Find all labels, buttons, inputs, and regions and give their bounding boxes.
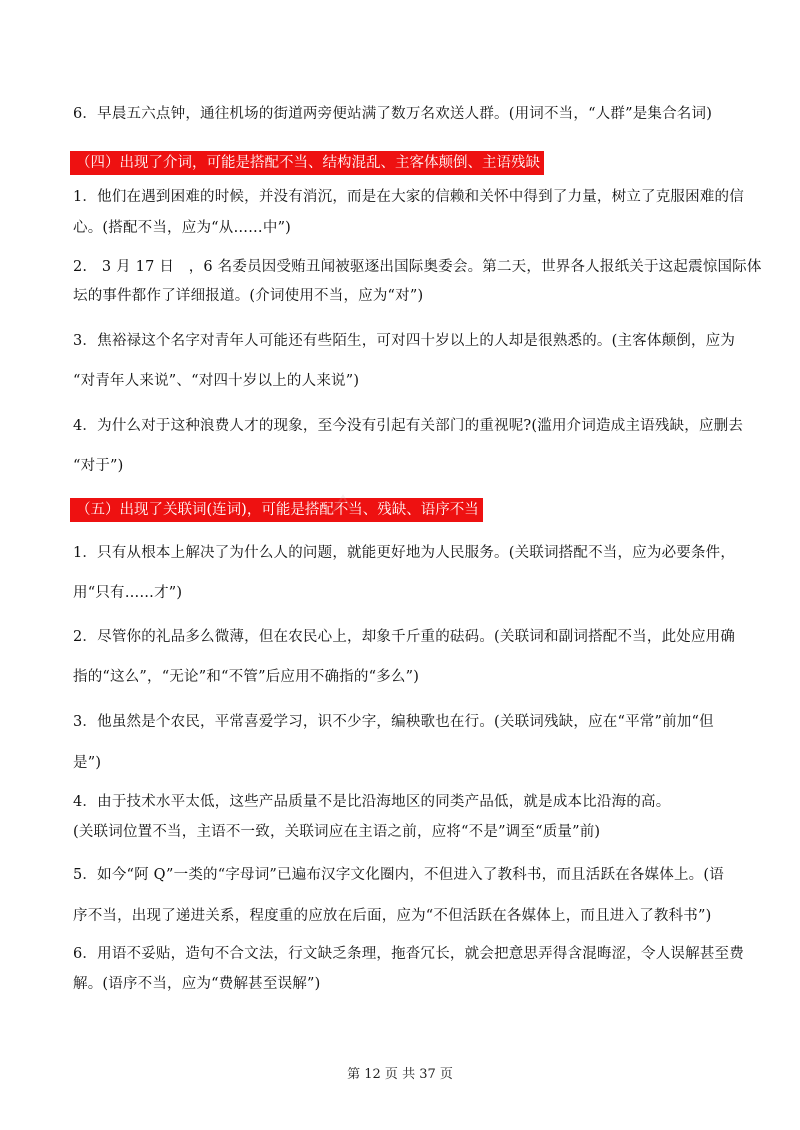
section-4-heading: （四）出现了介词，可能是搭配不当、结构混乱、主客体颠倒、主语残缺 [70, 151, 544, 175]
item-6-text: 6．用语不妥贴，造句不合文法，行文缺乏条理，拖沓冗长，就会把意思弄得含混晦涩，令人误解甚至费 [73, 946, 744, 962]
item-3-text-cont: “对青年人来说”、“对四十岁以上的人来说”) [73, 373, 360, 389]
item-5-text-cont: 序不当，出现了递进关系，程度重的应放在后面，应为“不但活跃在各媒体上，而且进入了教科书”) [73, 908, 712, 924]
item-6-text: 6．早晨五六点钟，通往机场的街道两旁便站满了数万名欢送人群。(用词不当，“人群”是集合名词) [73, 106, 713, 122]
item-1-text-cont: 用“只有……才”) [73, 585, 183, 601]
watermark-logo-icon [330, 492, 356, 518]
item-3-text: 3．他虽然是个农民，平常喜爱学习，识不少字，编秧歌也在行。(关联词残缺，应在“平常”前加“但 [73, 714, 714, 730]
item-1-text: 1．只有从根本上解决了为什么人的问题，就能更好地为人民服务。(关联词搭配不当，应为必要条件， [73, 545, 736, 561]
item-4-text-cont: (关联词位置不当，主语不一致，关联词应在主语之前，应将“不是”调至“质量”前) [73, 824, 601, 840]
item-4-text-cont: “对于”) [73, 458, 124, 474]
section-5-heading: （五）出现了关联词(连词)，可能是搭配不当、残缺、语序不当 [70, 498, 483, 522]
item-2-text-cont: 坛的事件都作了详细报道。(介词使用不当，应为“对”) [73, 288, 424, 304]
item-3-text: 3．焦裕禄这个名字对青年人可能还有些陌生，可对四十岁以上的人却是很熟悉的。(主客体颠倒，应为 [73, 333, 736, 349]
item-5-text: 5．如今“阿 Q”一类的“字母词”已遍布汉字文化圈内，不但进入了教科书，而且活跃在各媒体上。(语 [73, 867, 724, 883]
item-1-text-cont: 心。(搭配不当，应为“从……中”) [73, 220, 292, 236]
item-4-text: 4．为什么对于这种浪费人才的现象，至今没有引起有关部门的重视呢?(滥用介词造成主语残缺，应删去 [73, 418, 744, 434]
item-2-text: 2．尽管你的礼品多么微薄，但在农民心上，却象千斤重的砝码。(关联词和副词搭配不当，此处应用确 [73, 629, 736, 645]
item-2-text: 2. 3 月 17 日 ，6 名委员因受贿丑闻被驱逐出国际奥委会。第二天，世界各人报纸关于这起震惊国际体 [73, 259, 762, 275]
item-2-text-cont: 指的“这么”，“无论”和“不管”后应用不确指的“多么”) [73, 669, 420, 685]
page-number-footer: 第 12 页 共 37 页 [347, 1067, 453, 1082]
item-6-text-cont: 解。(语序不当，应为“费解甚至误解”) [73, 976, 321, 992]
item-1-text: 1．他们在遇到困难的时候，并没有消沉，而是在大家的信赖和关怀中得到了力量，树立了克服困难的信 [73, 189, 744, 205]
item-4-text: 4．由于技术水平太低，这些产品质量不是比沿海地区的同类产品低，就是成本比沿海的高。 [73, 794, 671, 810]
item-3-text-cont: 是”) [73, 755, 102, 771]
